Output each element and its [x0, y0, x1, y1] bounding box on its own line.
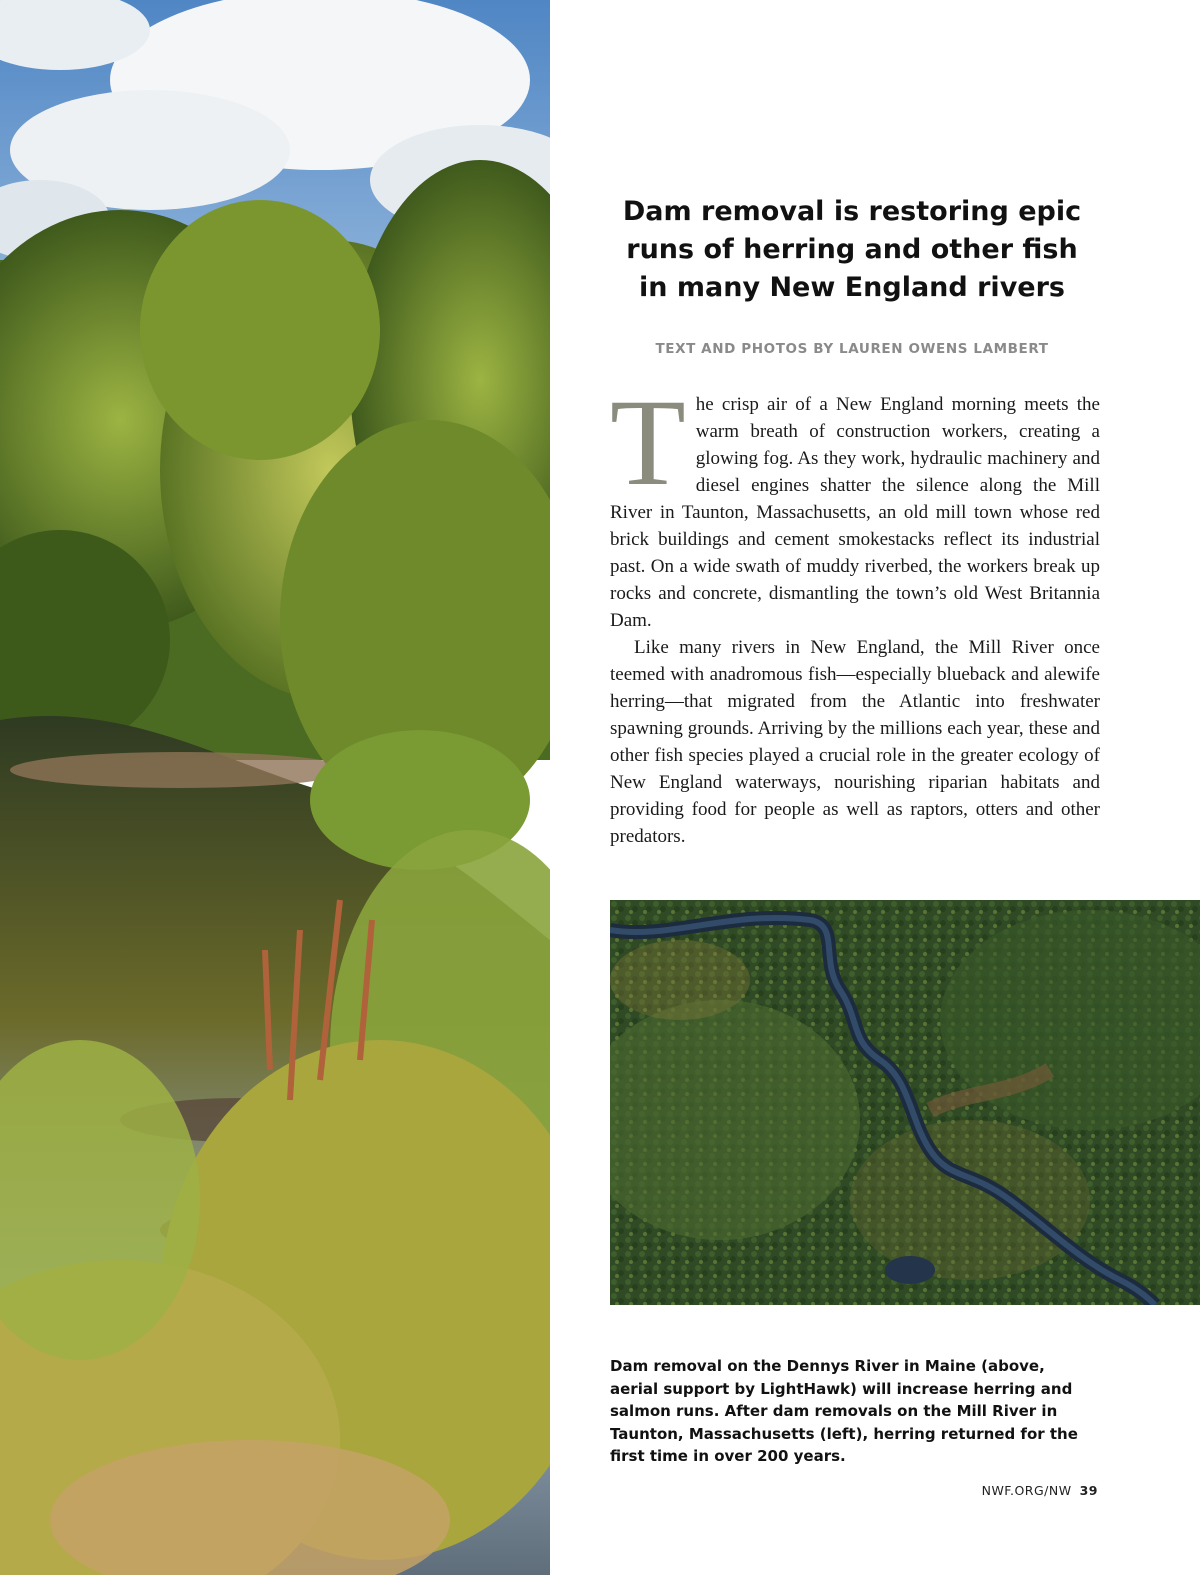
page-number: 39	[1079, 1483, 1098, 1498]
paragraph-1-text: he crisp air of a New England morning meets the warm breath of construction workers, creating a glowing fog. As they work, hydraulic machinery and diesel engines shatter the silence along the Mill River in Taunton, Massachusetts, an old mill town whose red brick buildings and cement smokestacks reflect its industrial past. On a wide swath of muddy riverbed, the workers break up rocks and concrete, dismantling the town’s old West Britannia Dam.	[610, 394, 1100, 631]
article-headline: Dam removal is restoring epic runs of herring and other fish in many New England rivers	[622, 196, 1082, 303]
page-footer	[982, 1483, 1098, 1498]
drop-cap: T	[610, 374, 686, 511]
aerial-river-photo	[610, 900, 1200, 1305]
footer-site: NWF.ORG/NW	[981, 1483, 1072, 1498]
aerial-photo-art	[610, 900, 1200, 1305]
photo-caption: Dam removal on the Dennys River in Maine (above, aerial support by LightHawk) will increase herring and salmon runs. After dam removals on the Mill River in Taunton, Massachusetts (left), herring returned for the first time in over 200 years.	[610, 1357, 1078, 1465]
river-photo-art	[0, 0, 550, 1575]
article-body	[610, 374, 1100, 850]
river-photo	[0, 0, 550, 1575]
article-byline: TEXT AND PHOTOS BY LAUREN OWENS LAMBERT	[655, 341, 1049, 357]
paragraph-2: Like many rivers in New England, the Mill River once teemed with anadromous fish—especially blueback and alewife herring—that migrated from the Atlantic into freshwater spawning grounds. Arriving by the millions each year, these and other fish species played a crucial role in the greater ecology of New England waterways, nourishing riparian habitats and providing food for people as well as raptors, otters and other predators.	[610, 637, 1100, 847]
paragraph-1	[610, 374, 1100, 634]
